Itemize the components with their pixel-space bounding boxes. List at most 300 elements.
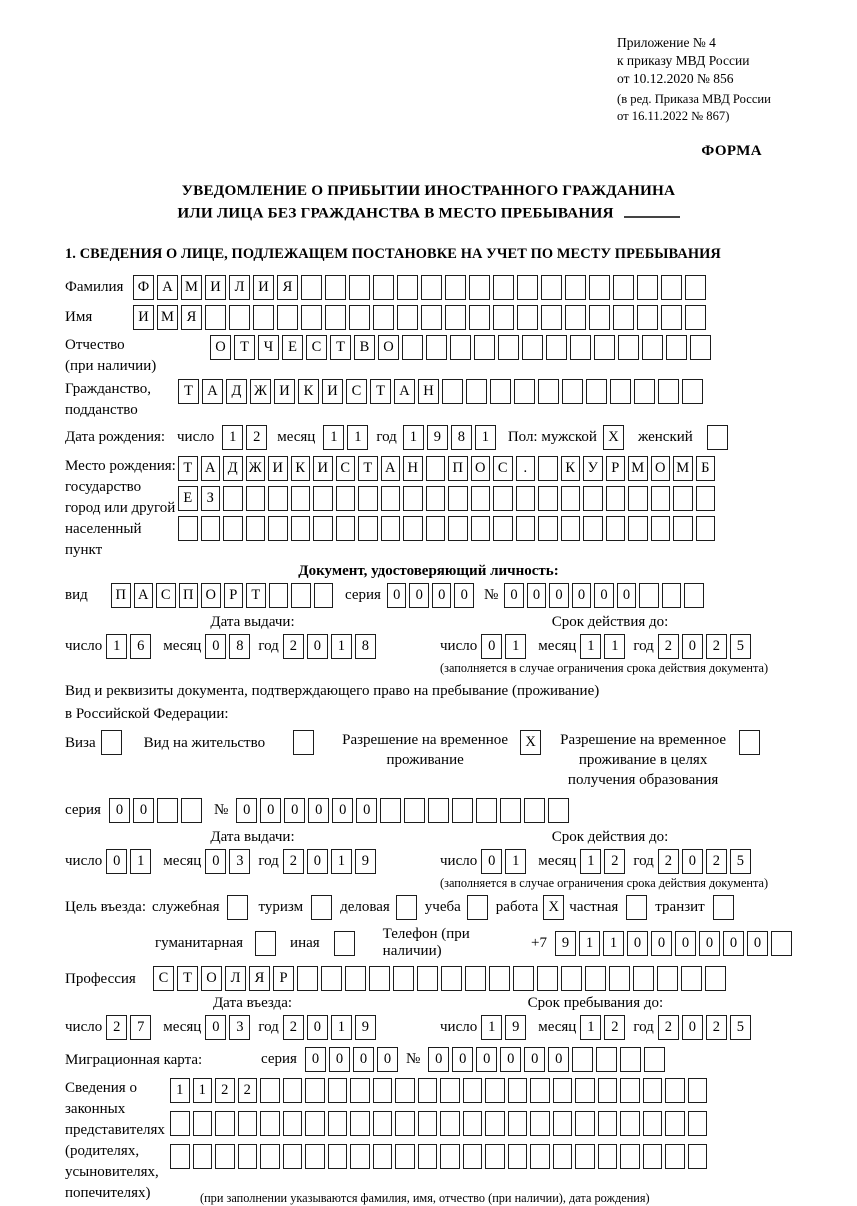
char-cell[interactable]: [561, 486, 581, 511]
char-cell[interactable]: [381, 516, 401, 541]
char-cell[interactable]: [618, 335, 639, 360]
char-cell[interactable]: С: [346, 379, 367, 404]
char-cell[interactable]: И: [253, 275, 274, 300]
char-cell[interactable]: [673, 516, 693, 541]
char-cell[interactable]: [651, 486, 671, 511]
char-cell[interactable]: [553, 1078, 573, 1103]
purpose-official-checkbox[interactable]: [227, 895, 248, 920]
char-cell[interactable]: [517, 275, 538, 300]
char-cell[interactable]: [613, 275, 634, 300]
char-cell[interactable]: 0: [594, 583, 614, 608]
char-cell[interactable]: [609, 966, 630, 991]
char-cell[interactable]: [684, 583, 704, 608]
char-cell[interactable]: [598, 1144, 618, 1169]
char-cell[interactable]: С: [336, 456, 356, 481]
char-cell[interactable]: [373, 275, 394, 300]
birth-day-input[interactable]: [222, 425, 267, 450]
char-cell[interactable]: [620, 1047, 641, 1072]
char-cell[interactable]: 2: [706, 849, 727, 874]
char-cell[interactable]: [246, 516, 266, 541]
char-cell[interactable]: Н: [403, 456, 423, 481]
char-cell[interactable]: [418, 1111, 438, 1136]
char-cell[interactable]: [546, 335, 567, 360]
char-cell[interactable]: 0: [454, 583, 474, 608]
char-cell[interactable]: И: [205, 275, 226, 300]
char-cell[interactable]: [291, 583, 311, 608]
char-cell[interactable]: И: [322, 379, 343, 404]
char-cell[interactable]: 0: [409, 583, 429, 608]
char-cell[interactable]: 1: [222, 425, 243, 450]
char-cell[interactable]: 6: [130, 634, 151, 659]
char-cell[interactable]: [493, 486, 513, 511]
identity-series-input[interactable]: [387, 583, 474, 608]
char-cell[interactable]: [418, 1144, 438, 1169]
char-cell[interactable]: [373, 1078, 393, 1103]
char-cell[interactable]: [639, 583, 659, 608]
char-cell[interactable]: [561, 966, 582, 991]
char-cell[interactable]: [516, 486, 536, 511]
char-cell[interactable]: [575, 1144, 595, 1169]
char-cell[interactable]: [633, 966, 654, 991]
char-cell[interactable]: [585, 966, 606, 991]
char-cell[interactable]: [493, 516, 513, 541]
char-cell[interactable]: [634, 379, 655, 404]
char-cell[interactable]: [442, 379, 463, 404]
char-cell[interactable]: 0: [284, 798, 305, 823]
residence-valid-year-input[interactable]: [658, 849, 751, 874]
char-cell[interactable]: [170, 1144, 190, 1169]
char-cell[interactable]: Ч: [258, 335, 279, 360]
char-cell[interactable]: [666, 335, 687, 360]
char-cell[interactable]: 0: [548, 1047, 569, 1072]
char-cell[interactable]: [688, 1111, 708, 1136]
char-cell[interactable]: [336, 516, 356, 541]
char-cell[interactable]: 9: [355, 1015, 376, 1040]
char-cell[interactable]: 7: [130, 1015, 151, 1040]
char-cell[interactable]: 0: [747, 931, 768, 956]
char-cell[interactable]: 1: [580, 634, 601, 659]
char-cell[interactable]: [268, 516, 288, 541]
char-cell[interactable]: [516, 516, 536, 541]
char-cell[interactable]: 0: [236, 798, 257, 823]
temp-residence-education-checkbox[interactable]: [739, 730, 760, 755]
char-cell[interactable]: 1: [331, 1015, 352, 1040]
char-cell[interactable]: [229, 305, 250, 330]
char-cell[interactable]: [349, 275, 370, 300]
char-cell[interactable]: [541, 305, 562, 330]
char-cell[interactable]: [397, 275, 418, 300]
char-cell[interactable]: [471, 516, 491, 541]
representatives-row1-input[interactable]: [170, 1078, 707, 1103]
phone-input[interactable]: [555, 931, 792, 956]
char-cell[interactable]: Ж: [250, 379, 271, 404]
char-cell[interactable]: [613, 305, 634, 330]
char-cell[interactable]: [260, 1111, 280, 1136]
char-cell[interactable]: [575, 1078, 595, 1103]
char-cell[interactable]: [469, 275, 490, 300]
char-cell[interactable]: 5: [730, 1015, 751, 1040]
char-cell[interactable]: [696, 516, 716, 541]
checkbox-cell[interactable]: [334, 931, 355, 956]
char-cell[interactable]: [673, 486, 693, 511]
char-cell[interactable]: [508, 1144, 528, 1169]
char-cell[interactable]: [328, 1078, 348, 1103]
char-cell[interactable]: [268, 486, 288, 511]
char-cell[interactable]: 0: [524, 1047, 545, 1072]
char-cell[interactable]: [404, 798, 425, 823]
char-cell[interactable]: П: [448, 456, 468, 481]
checkbox-cell[interactable]: [396, 895, 417, 920]
char-cell[interactable]: 5: [730, 634, 751, 659]
char-cell[interactable]: [277, 305, 298, 330]
char-cell[interactable]: 0: [617, 583, 637, 608]
purpose-private-checkbox[interactable]: [626, 895, 647, 920]
char-cell[interactable]: [498, 335, 519, 360]
checkbox-cell[interactable]: [626, 895, 647, 920]
char-cell[interactable]: [325, 305, 346, 330]
char-cell[interactable]: [610, 379, 631, 404]
char-cell[interactable]: К: [561, 456, 581, 481]
char-cell[interactable]: [508, 1111, 528, 1136]
citizenship-input[interactable]: [178, 379, 703, 404]
char-cell[interactable]: [637, 305, 658, 330]
char-cell[interactable]: [628, 486, 648, 511]
char-cell[interactable]: [350, 1144, 370, 1169]
char-cell[interactable]: 1: [347, 425, 368, 450]
char-cell[interactable]: [565, 275, 586, 300]
char-cell[interactable]: [305, 1078, 325, 1103]
char-cell[interactable]: [643, 1111, 663, 1136]
char-cell[interactable]: Я: [277, 275, 298, 300]
char-cell[interactable]: 0: [305, 1047, 326, 1072]
char-cell[interactable]: И: [268, 456, 288, 481]
char-cell[interactable]: 2: [246, 425, 267, 450]
identity-kind-input[interactable]: [111, 583, 333, 608]
char-cell[interactable]: [463, 1111, 483, 1136]
char-cell[interactable]: А: [381, 456, 401, 481]
char-cell[interactable]: 1: [170, 1078, 190, 1103]
birth-year-input[interactable]: [403, 425, 496, 450]
birthplace-row2-input[interactable]: [178, 486, 715, 511]
char-cell[interactable]: [328, 1111, 348, 1136]
char-cell[interactable]: [193, 1144, 213, 1169]
purpose-tourism-checkbox[interactable]: [311, 895, 332, 920]
char-cell[interactable]: Ф: [133, 275, 154, 300]
char-cell[interactable]: [283, 1111, 303, 1136]
char-cell[interactable]: [395, 1144, 415, 1169]
char-cell[interactable]: Т: [177, 966, 198, 991]
char-cell[interactable]: [643, 1078, 663, 1103]
representatives-row2-input[interactable]: [170, 1111, 707, 1136]
checkbox-cell[interactable]: X: [543, 895, 564, 920]
identity-issue-day-input[interactable]: [106, 634, 151, 659]
char-cell[interactable]: 1: [579, 931, 600, 956]
char-cell[interactable]: Л: [225, 966, 246, 991]
identity-valid-month-input[interactable]: [580, 634, 625, 659]
char-cell[interactable]: [586, 379, 607, 404]
char-cell[interactable]: [201, 516, 221, 541]
char-cell[interactable]: [157, 798, 178, 823]
char-cell[interactable]: Д: [226, 379, 247, 404]
char-cell[interactable]: А: [201, 456, 221, 481]
char-cell[interactable]: [637, 275, 658, 300]
char-cell[interactable]: 1: [130, 849, 151, 874]
char-cell[interactable]: [305, 1111, 325, 1136]
char-cell[interactable]: К: [291, 456, 311, 481]
char-cell[interactable]: 0: [387, 583, 407, 608]
char-cell[interactable]: [178, 516, 198, 541]
residence-issue-month-input[interactable]: [205, 849, 250, 874]
char-cell[interactable]: [620, 1078, 640, 1103]
char-cell[interactable]: 1: [106, 634, 127, 659]
char-cell[interactable]: [665, 1111, 685, 1136]
char-cell[interactable]: 0: [356, 798, 377, 823]
purpose-study-checkbox[interactable]: [467, 895, 488, 920]
char-cell[interactable]: 0: [682, 634, 703, 659]
char-cell[interactable]: 2: [604, 849, 625, 874]
stay-year-input[interactable]: [658, 1015, 751, 1040]
char-cell[interactable]: 0: [481, 849, 502, 874]
entry-year-input[interactable]: [283, 1015, 376, 1040]
char-cell[interactable]: [658, 379, 679, 404]
surname-input[interactable]: [133, 275, 706, 300]
char-cell[interactable]: [381, 486, 401, 511]
char-cell[interactable]: 2: [215, 1078, 235, 1103]
char-cell[interactable]: [393, 966, 414, 991]
char-cell[interactable]: [657, 966, 678, 991]
char-cell[interactable]: [662, 583, 682, 608]
char-cell[interactable]: О: [378, 335, 399, 360]
char-cell[interactable]: Т: [178, 456, 198, 481]
char-cell[interactable]: [771, 931, 792, 956]
char-cell[interactable]: [350, 1111, 370, 1136]
char-cell[interactable]: 1: [331, 634, 352, 659]
char-cell[interactable]: [537, 966, 558, 991]
char-cell[interactable]: [522, 335, 543, 360]
char-cell[interactable]: 1: [193, 1078, 213, 1103]
char-cell[interactable]: [596, 1047, 617, 1072]
char-cell[interactable]: 1: [603, 931, 624, 956]
char-cell[interactable]: С: [153, 966, 174, 991]
char-cell[interactable]: Р: [224, 583, 244, 608]
residence-valid-day-input[interactable]: [481, 849, 526, 874]
char-cell[interactable]: [440, 1111, 460, 1136]
char-cell[interactable]: [553, 1111, 573, 1136]
char-cell[interactable]: [291, 516, 311, 541]
sex-male-checkbox[interactable]: [603, 425, 624, 450]
char-cell[interactable]: [418, 1078, 438, 1103]
char-cell[interactable]: [524, 798, 545, 823]
checkbox-cell[interactable]: [739, 730, 760, 755]
char-cell[interactable]: [548, 798, 569, 823]
char-cell[interactable]: [260, 1144, 280, 1169]
char-cell[interactable]: [421, 275, 442, 300]
char-cell[interactable]: М: [673, 456, 693, 481]
char-cell[interactable]: 0: [452, 1047, 473, 1072]
entry-day-input[interactable]: [106, 1015, 151, 1040]
char-cell[interactable]: 1: [331, 849, 352, 874]
identity-issue-month-input[interactable]: [205, 634, 250, 659]
char-cell[interactable]: Т: [178, 379, 199, 404]
char-cell[interactable]: [682, 379, 703, 404]
char-cell[interactable]: [397, 305, 418, 330]
char-cell[interactable]: [500, 798, 521, 823]
char-cell[interactable]: 0: [205, 849, 226, 874]
char-cell[interactable]: О: [201, 583, 221, 608]
identity-issue-year-input[interactable]: [283, 634, 376, 659]
char-cell[interactable]: [651, 516, 671, 541]
checkbox-cell[interactable]: [227, 895, 248, 920]
char-cell[interactable]: 1: [580, 1015, 601, 1040]
char-cell[interactable]: [463, 1078, 483, 1103]
char-cell[interactable]: [466, 379, 487, 404]
char-cell[interactable]: 0: [723, 931, 744, 956]
char-cell[interactable]: [170, 1111, 190, 1136]
char-cell[interactable]: 0: [500, 1047, 521, 1072]
char-cell[interactable]: [493, 275, 514, 300]
char-cell[interactable]: [538, 379, 559, 404]
char-cell[interactable]: [538, 516, 558, 541]
char-cell[interactable]: [538, 456, 558, 481]
char-cell[interactable]: 0: [106, 849, 127, 874]
char-cell[interactable]: О: [651, 456, 671, 481]
char-cell[interactable]: 0: [428, 1047, 449, 1072]
char-cell[interactable]: 2: [283, 849, 304, 874]
char-cell[interactable]: 0: [651, 931, 672, 956]
birthplace-row3-input[interactable]: [178, 516, 715, 541]
char-cell[interactable]: [283, 1078, 303, 1103]
char-cell[interactable]: [402, 335, 423, 360]
purpose-humanitarian-checkbox[interactable]: [255, 931, 276, 956]
char-cell[interactable]: 0: [675, 931, 696, 956]
entry-month-input[interactable]: [205, 1015, 250, 1040]
char-cell[interactable]: Я: [181, 305, 202, 330]
checkbox-cell[interactable]: X: [603, 425, 624, 450]
char-cell[interactable]: [297, 966, 318, 991]
char-cell[interactable]: [358, 516, 378, 541]
char-cell[interactable]: [313, 486, 333, 511]
char-cell[interactable]: Е: [178, 486, 198, 511]
char-cell[interactable]: [517, 305, 538, 330]
char-cell[interactable]: 1: [323, 425, 344, 450]
char-cell[interactable]: [301, 275, 322, 300]
char-cell[interactable]: [583, 516, 603, 541]
char-cell[interactable]: [305, 1144, 325, 1169]
char-cell[interactable]: Д: [223, 456, 243, 481]
char-cell[interactable]: [421, 305, 442, 330]
char-cell[interactable]: [238, 1144, 258, 1169]
char-cell[interactable]: 0: [353, 1047, 374, 1072]
char-cell[interactable]: [403, 516, 423, 541]
char-cell[interactable]: Б: [696, 456, 716, 481]
migration-number-input[interactable]: [428, 1047, 665, 1072]
char-cell[interactable]: [598, 1078, 618, 1103]
char-cell[interactable]: 0: [205, 1015, 226, 1040]
char-cell[interactable]: [448, 516, 468, 541]
char-cell[interactable]: [643, 1144, 663, 1169]
char-cell[interactable]: [291, 486, 311, 511]
char-cell[interactable]: 0: [332, 798, 353, 823]
checkbox-cell[interactable]: [707, 425, 728, 450]
char-cell[interactable]: О: [210, 335, 231, 360]
char-cell[interactable]: [538, 486, 558, 511]
char-cell[interactable]: Л: [229, 275, 250, 300]
char-cell[interactable]: [661, 275, 682, 300]
char-cell[interactable]: [553, 1144, 573, 1169]
char-cell[interactable]: [369, 966, 390, 991]
char-cell[interactable]: [313, 516, 333, 541]
birthplace-row1-input[interactable]: [178, 456, 715, 481]
identity-number-input[interactable]: [504, 583, 704, 608]
char-cell[interactable]: [474, 335, 495, 360]
char-cell[interactable]: Я: [249, 966, 270, 991]
char-cell[interactable]: [223, 516, 243, 541]
char-cell[interactable]: 8: [451, 425, 472, 450]
char-cell[interactable]: [426, 456, 446, 481]
char-cell[interactable]: [373, 1144, 393, 1169]
char-cell[interactable]: 2: [106, 1015, 127, 1040]
char-cell[interactable]: [681, 966, 702, 991]
char-cell[interactable]: [644, 1047, 665, 1072]
char-cell[interactable]: [325, 275, 346, 300]
char-cell[interactable]: [336, 486, 356, 511]
purpose-other-checkbox[interactable]: [334, 931, 355, 956]
char-cell[interactable]: П: [111, 583, 131, 608]
char-cell[interactable]: С: [493, 456, 513, 481]
char-cell[interactable]: [620, 1144, 640, 1169]
char-cell[interactable]: [246, 486, 266, 511]
char-cell[interactable]: [688, 1078, 708, 1103]
checkbox-cell[interactable]: [311, 895, 332, 920]
char-cell[interactable]: 0: [504, 583, 524, 608]
char-cell[interactable]: [530, 1111, 550, 1136]
char-cell[interactable]: З: [201, 486, 221, 511]
char-cell[interactable]: 3: [229, 849, 250, 874]
char-cell[interactable]: [440, 1144, 460, 1169]
given-name-input[interactable]: [133, 305, 706, 330]
checkbox-cell[interactable]: [293, 730, 314, 755]
stay-month-input[interactable]: [580, 1015, 625, 1040]
char-cell[interactable]: 2: [658, 849, 679, 874]
char-cell[interactable]: [426, 486, 446, 511]
sex-female-checkbox[interactable]: [707, 425, 728, 450]
char-cell[interactable]: И: [133, 305, 154, 330]
char-cell[interactable]: 0: [307, 1015, 328, 1040]
char-cell[interactable]: 1: [481, 1015, 502, 1040]
char-cell[interactable]: 0: [329, 1047, 350, 1072]
checkbox-cell[interactable]: [101, 730, 122, 755]
char-cell[interactable]: 5: [730, 849, 751, 874]
char-cell[interactable]: 0: [699, 931, 720, 956]
char-cell[interactable]: [440, 1078, 460, 1103]
birth-month-input[interactable]: [323, 425, 368, 450]
char-cell[interactable]: К: [298, 379, 319, 404]
char-cell[interactable]: С: [156, 583, 176, 608]
char-cell[interactable]: [358, 486, 378, 511]
char-cell[interactable]: [445, 305, 466, 330]
char-cell[interactable]: 0: [682, 1015, 703, 1040]
char-cell[interactable]: [705, 966, 726, 991]
char-cell[interactable]: [380, 798, 401, 823]
char-cell[interactable]: [450, 335, 471, 360]
char-cell[interactable]: [465, 966, 486, 991]
char-cell[interactable]: [441, 966, 462, 991]
char-cell[interactable]: [215, 1144, 235, 1169]
checkbox-cell[interactable]: [255, 931, 276, 956]
char-cell[interactable]: 9: [505, 1015, 526, 1040]
temp-residence-checkbox[interactable]: [520, 730, 541, 755]
residence-valid-month-input[interactable]: [580, 849, 625, 874]
